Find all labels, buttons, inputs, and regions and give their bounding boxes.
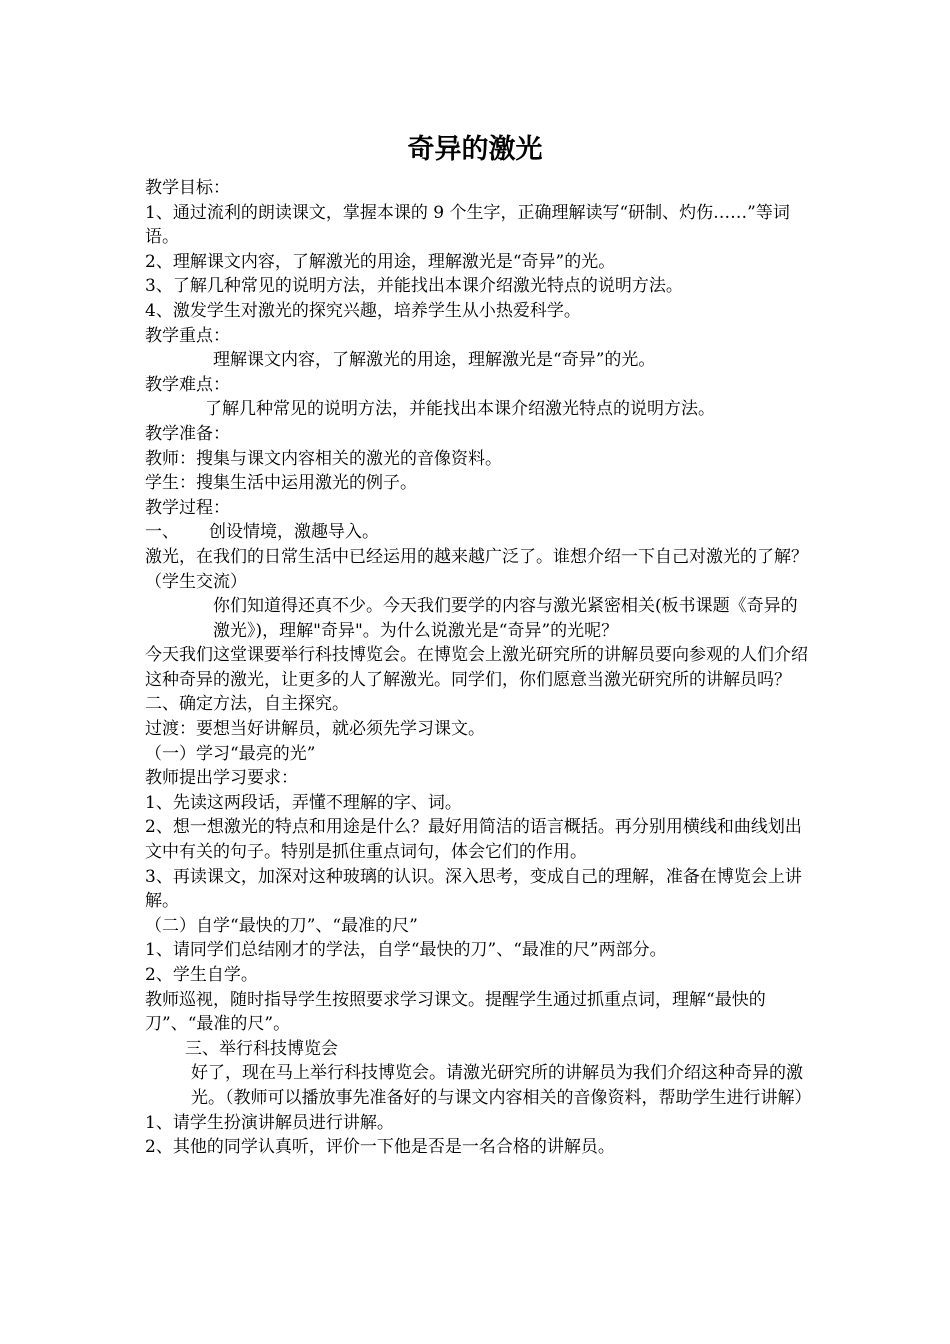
step-3-heading: 三、举行科技博览会 <box>185 1038 338 1059</box>
heading-preparation: 教学准备： <box>145 423 230 444</box>
step-1-title: 创设情境，激趣导入。 <box>209 522 379 543</box>
objective-1: 1、通过流利的朗读课文，掌握本课的 9 个生字，正确理解读写“研制、灼伤……”等词语。 <box>145 202 790 248</box>
document-title: 奇异的激光 <box>407 134 543 165</box>
heading-process: 教学过程： <box>145 497 230 518</box>
section-2-heading: （二）自学“最快的刀”、“最准的尺” <box>145 915 418 936</box>
step-2-heading: 二、确定方法，自主探究。 <box>145 694 349 715</box>
step-3-intro: 好了，现在马上举行科技博览会。请激光研究所的讲解员为我们介绍这种奇异的激光。（教师可以播放事先准备好的与课文内容相关的音像资料，帮助学生进行讲解） <box>191 1063 812 1108</box>
document-body <box>145 176 810 1160</box>
key-points-text: 理解课文内容，了解激光的用途，理解激光是“奇异”的光。 <box>213 350 656 371</box>
step-1-number: 一、 <box>145 522 179 543</box>
heading-difficulties: 教学难点： <box>145 374 230 395</box>
step-1-expo: 今天我们这堂课要举行科技博览会。在博览会上激光研究所的讲解员要向参观的人们介绍这种奇异的激光，让更多的人了解激光。同学们，你们愿意当激光研究所的讲解员吗？ <box>145 645 808 690</box>
section-2-teacher: 教师巡视，随时指导学生按照要求学习课文。提醒学生通过抓重点词，理解“最快的刀”、“最准的尺”。 <box>145 989 766 1035</box>
preparation-student: 学生：搜集生活中运用激光的例子。 <box>145 473 417 494</box>
step-1-heading <box>145 520 810 545</box>
difficulties-text: 了解几种常见的说明方法，并能找出本课介绍激光特点的说明方法。 <box>205 399 715 420</box>
section-1-requirements: 教师提出学习要求： <box>145 768 298 789</box>
step-3-item-1: 1、请学生扮演讲解员进行讲解。 <box>145 1112 394 1133</box>
step-3-item-2: 2、其他的同学认真听，评价一下他是否是一名合格的讲解员。 <box>145 1137 615 1158</box>
step-1-intro: 激光，在我们的日常生活中已经运用的越来越广泛了。谁想介绍一下自己对激光的了解？（学生交流） <box>145 546 808 592</box>
preparation-teacher: 教师：搜集与课文内容相关的激光的音像资料。 <box>145 448 502 469</box>
objective-4: 4、激发学生对激光的探究兴趣，培养学生从小热爱科学。 <box>145 300 581 321</box>
requirement-1: 1、先读这两段话，弄懂不理解的字、词。 <box>145 792 462 813</box>
objective-2: 2、理解课文内容，了解激光的用途，理解激光是“奇异”的光。 <box>145 251 616 272</box>
step-2-transition: 过渡：要想当好讲解员，就必须先学习课文。 <box>145 719 485 740</box>
requirement-3: 3、再读课文，加深对这种玻璃的认识。深入思考，变成自己的理解，准备在博览会上讲解。 <box>145 866 802 912</box>
requirement-2: 2、想一想激光的特点和用途是什么？最好用简洁的语言概括。再分别用横线和曲线划出文中有关的句子。特别是抓住重点词句，体会它们的作用。 <box>145 817 802 863</box>
section-2-item-2: 2、学生自学。 <box>145 965 258 985</box>
section-1-heading: （一）学习“最亮的光” <box>145 743 316 764</box>
objective-3: 3、了解几种常见的说明方法，并能找出本课介绍激光特点的说明方法。 <box>145 276 683 297</box>
step-1-topic: 你们知道得还真不少。今天我们要学的内容与激光紧密相关(板书课题《奇异的激光》)，理解"奇异"。为什么说激光是“奇异”的光呢？ <box>213 596 798 641</box>
heading-objectives: 教学目标： <box>145 178 230 198</box>
section-2-item-1: 1、请同学们总结刚才的学法，自学“最快的刀”、“最准的尺”两部分。 <box>145 940 667 961</box>
heading-key-points: 教学重点： <box>145 325 230 346</box>
